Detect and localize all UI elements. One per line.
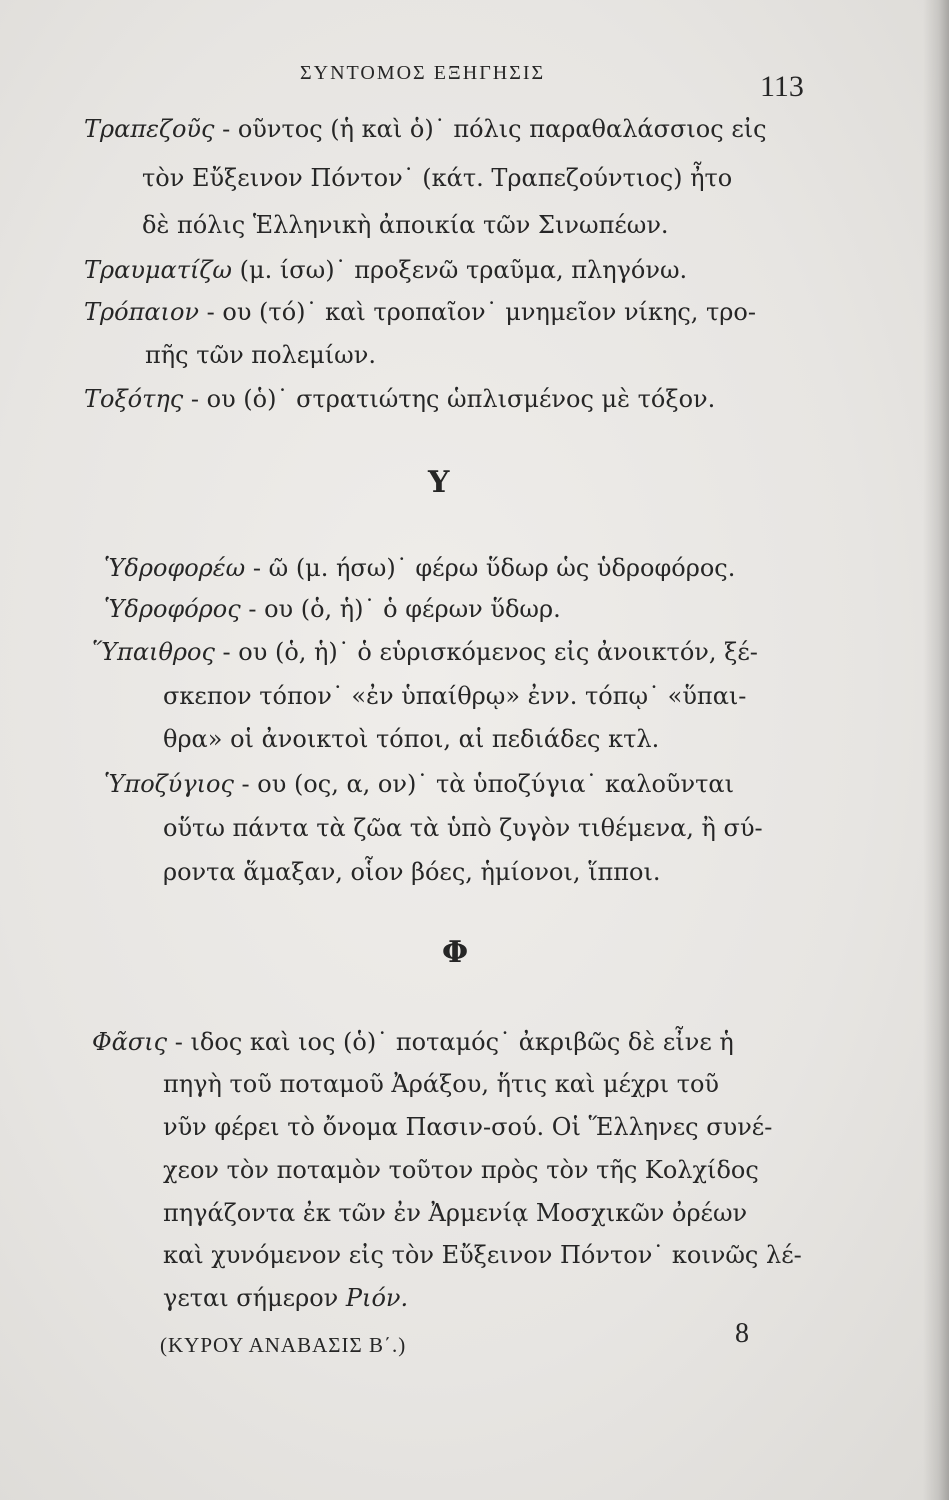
page-number: 113 [760, 70, 804, 103]
entry-line [163, 1201, 747, 1225]
entry-line [104, 772, 734, 796]
entry-text: καὶ χυνόμενον εἰς τὸν Εὔξεινον Πόντον˙ κοινῶς λέ- [163, 1241, 802, 1269]
entry-line [104, 597, 561, 621]
entry-line [92, 1030, 734, 1054]
entry-headword: Τραυματίζω [84, 256, 232, 284]
entry-text: χεον τὸν ποταμὸν τοῦτον πρὸς τὸν τῆς Κολχίδος [163, 1156, 759, 1184]
entry-headword: Ὕπαιθρος [92, 638, 215, 666]
entry-line [163, 1158, 759, 1182]
entry-headword: Ὑποζύγιος [104, 770, 234, 798]
printer-signature: (ΚΥΡΟΥ ΑΝΑΒΑΣΙΣ Β΄.) [160, 1333, 407, 1357]
entry-headword: Τραπεζοῦς [84, 115, 215, 143]
entry-text: πῆς τῶν πολεμίων. [145, 341, 376, 369]
running-header: ΣΥΝΤΟΜΟΣ ΕΞΗΓΗΣΙΣ [300, 62, 546, 84]
entry-headword: Φᾶσις [92, 1028, 168, 1056]
entry-text: - οῦντος (ἡ καὶ ὁ)˙ πόλις παραθαλάσσιος εἰς [222, 115, 767, 143]
entry-line [163, 1072, 719, 1096]
entry-line [104, 556, 735, 580]
entry-text: τὸν Εὔξεινον Πόντον˙ (κάτ. Τραπεζούντιος) ἦτο [142, 164, 733, 192]
entry-text: - ου (τό)˙ καὶ τροπαῖον˙ μνημεῖον νίκης, τρο- [206, 298, 756, 326]
entry-line [163, 816, 763, 840]
entry-text: πηγὴ τοῦ ποταμοῦ Ἀράξου, ἥτις καὶ μέχρι τοῦ [163, 1070, 720, 1098]
entry-line [142, 213, 669, 237]
entry-headword: Ὑδροφορέω [104, 554, 246, 582]
entry-italic-term: Ριόν. [345, 1284, 409, 1312]
entry-text: - ῶ (μ. ήσω)˙ φέρω ὕδωρ ὡς ὑδροφόρος. [252, 554, 736, 582]
entry-line [163, 1286, 408, 1310]
entry-text: ροντα ἅμαξαν, οἷον βόες, ἡμίονοι, ἵπποι. [163, 858, 661, 886]
entry-line [84, 300, 756, 324]
entry-text: - ου (ὁ, ἡ)˙ ὁ φέρων ὕδωρ. [248, 595, 561, 623]
entry-line [145, 343, 376, 367]
entry-line [163, 1115, 772, 1139]
entry-text: πηγάζοντα ἐκ τῶν ἐν Ἀρμενίᾳ Μοσχικῶν ὀρέων [163, 1199, 748, 1227]
entry-text: οὕτω πάντα τὰ ζῶα τὰ ὑπὸ ζυγὸν τιθέμενα, ἢ σύ- [163, 814, 763, 842]
entry-line [84, 117, 767, 141]
entry-text: νῦν φέρει τὸ ὄνομα Πασιν-σού. Οἱ Ἕλληνες συνέ- [163, 1113, 773, 1141]
entry-headword: Τοξότης [84, 385, 184, 413]
entry-line [84, 387, 715, 411]
entry-text: (μ. ίσω)˙ προξενῶ τραῦμα, πληγόνω. [239, 256, 688, 284]
entry-headword: Ὑδροφόρος [104, 595, 241, 623]
entry-text: θρα» οἱ ἀνοικτοὶ τόποι, αἱ πεδιάδες κτλ. [163, 725, 660, 753]
entry-text: δὲ πόλις Ἑλληνικὴ ἀποικία τῶν Σινωπέων. [142, 211, 669, 239]
entry-line [163, 727, 659, 751]
section-letter-upsilon: Υ [428, 465, 450, 500]
entry-line [92, 640, 758, 664]
entry-text: - ου (ὁ)˙ στρατιώτης ὡπλισμένος μὲ τόξον. [190, 385, 716, 413]
entry-text: - ιδος καὶ ιος (ὁ)˙ ποταμός˙ ἀκριβῶς δὲ εἶνε ἡ [174, 1028, 734, 1056]
entry-line [163, 684, 746, 708]
entry-line [142, 166, 732, 190]
sheet-number: 8 [735, 1318, 749, 1349]
section-letter-phi: Φ [442, 935, 469, 970]
page-edge-shadow [923, 0, 949, 1500]
entry-text: - ου (ὁ, ἡ)˙ ὁ εὑρισκόμενος εἰς ἀνοικτόν, ξέ- [222, 638, 758, 666]
entry-headword: Τρόπαιον [84, 298, 199, 326]
entry-text: σκεπον τόπον˙ «ἐν ὑπαίθρῳ» ἐνν. τόπῳ˙ «ὕπαι- [163, 682, 747, 710]
entry-text: γεται σήμερον [163, 1284, 339, 1312]
entry-line [84, 258, 687, 282]
entry-line [163, 860, 661, 884]
entry-text: - ου (ος, α, ον)˙ τὰ ὑποζύγια˙ καλοῦνται [241, 770, 734, 798]
entry-line [163, 1243, 802, 1267]
